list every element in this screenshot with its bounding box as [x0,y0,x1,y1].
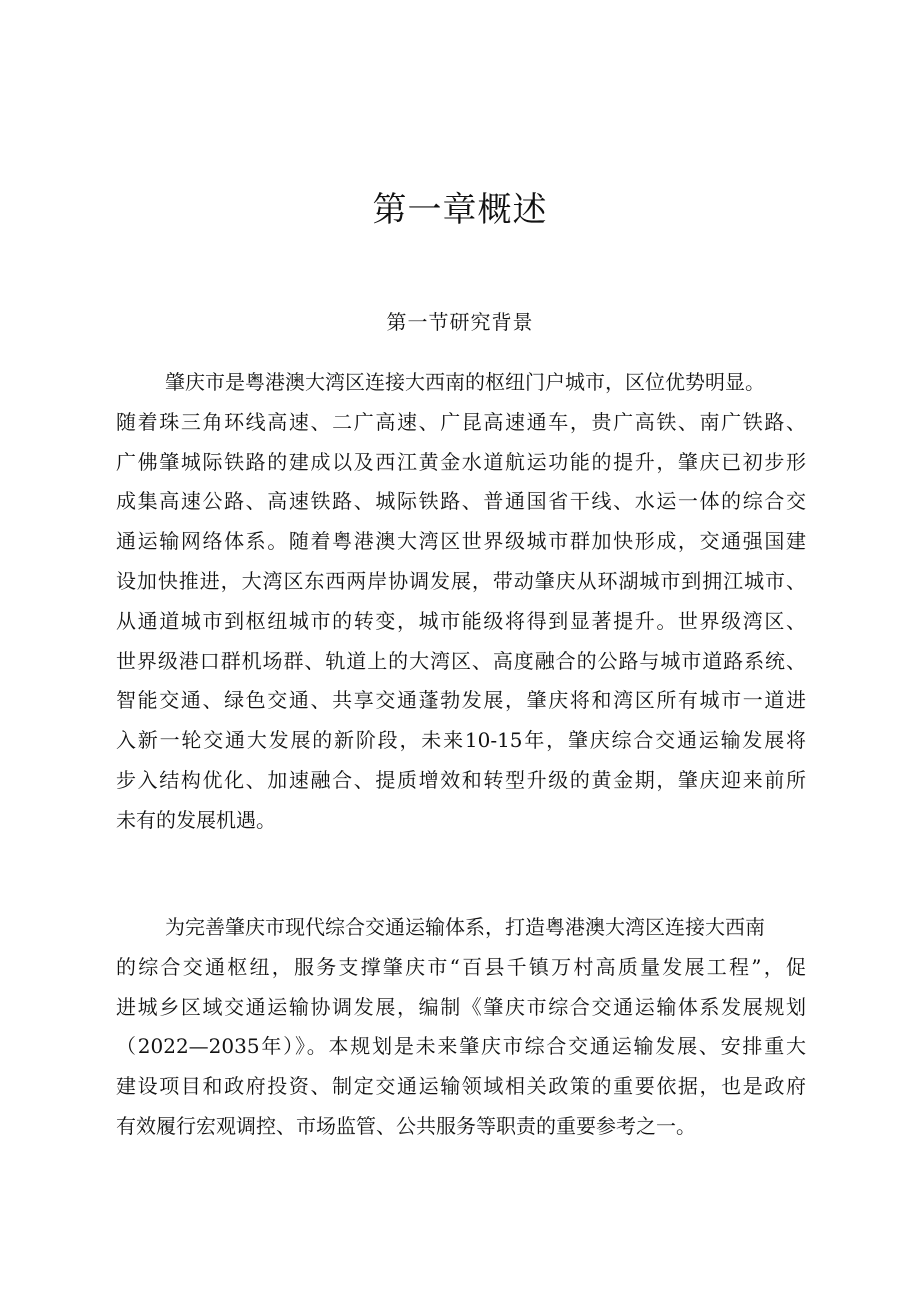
paragraph-line: 未有的发展机遇。 [116,807,276,832]
paragraph-plan-purpose [116,908,806,1147]
paragraph-line: 智能交通、绿色交通、共享交通蓬勃发展，肇庆将和湾区所有城市一道进 [116,688,806,713]
section-title: 第一节研究背景 [386,310,534,334]
paragraph-line: 设加快推进，大湾区东西两岸协调发展，带动肇庆从环湖城市到拥江城市、 [116,568,806,593]
paragraph-line: 进城乡区域交通运输协调发展，编制《肇庆市综合交通运输体系发展规划 [116,994,806,1019]
paragraph-line: 为完善肇庆市现代综合交通运输体系，打造粤港澳大湾区连接大西南 [165,915,765,939]
paragraph-line: 随着珠三角环线高速、二广高速、广昆高速通车，贵广高铁、南广铁路、 [116,409,806,434]
paragraph-research-background [116,363,806,841]
paragraph-line: 成集高速公路、高速铁路、城际铁路、普通国省干线、水运一体的综合交 [116,489,806,514]
paragraph-line: 有效履行宏观调控、市场监管、公共服务等职责的重要参考之一。 [116,1113,696,1138]
paragraph-line: 入新一轮交通大发展的新阶段，未来10-15年，肇庆综合交通运输发展将 [116,728,806,753]
paragraph-line: 步入结构优化、加速融合、提质增效和转型升级的黄金期，肇庆迎来前所 [116,767,806,792]
paragraph-line: 通运输网络体系。随着粤港澳大湾区世界级城市群加快形成，交通强国建 [116,529,806,554]
paragraph-line: 建设项目和政府投资、制定交通运输领域相关政策的重要依据，也是政府 [116,1074,806,1099]
paragraph-line: 从通道城市到枢纽城市的转变，城市能级将得到显著提升。世界级湾区、 [116,608,806,633]
paragraph-line: 广佛肇城际铁路的建成以及西江黄金水道航运功能的提升，肇庆已初步形 [116,449,806,474]
paragraph-line: 的综合交通枢纽，服务支撑肇庆市“百县千镇万村高质量发展工程”，促 [116,954,806,979]
chapter-title: 第一章概述 [372,190,548,230]
paragraph-line: （2022—2035年）》。本规划是未来肇庆市综合交通运输发展、安排重大 [116,1034,806,1059]
paragraph-line: 世界级港口群机场群、轨道上的大湾区、高度融合的公路与城市道路系统、 [116,648,806,673]
paragraph-line: 肇庆市是粤港澳大湾区连接大西南的枢纽门户城市，区位优势明显。 [165,370,765,394]
